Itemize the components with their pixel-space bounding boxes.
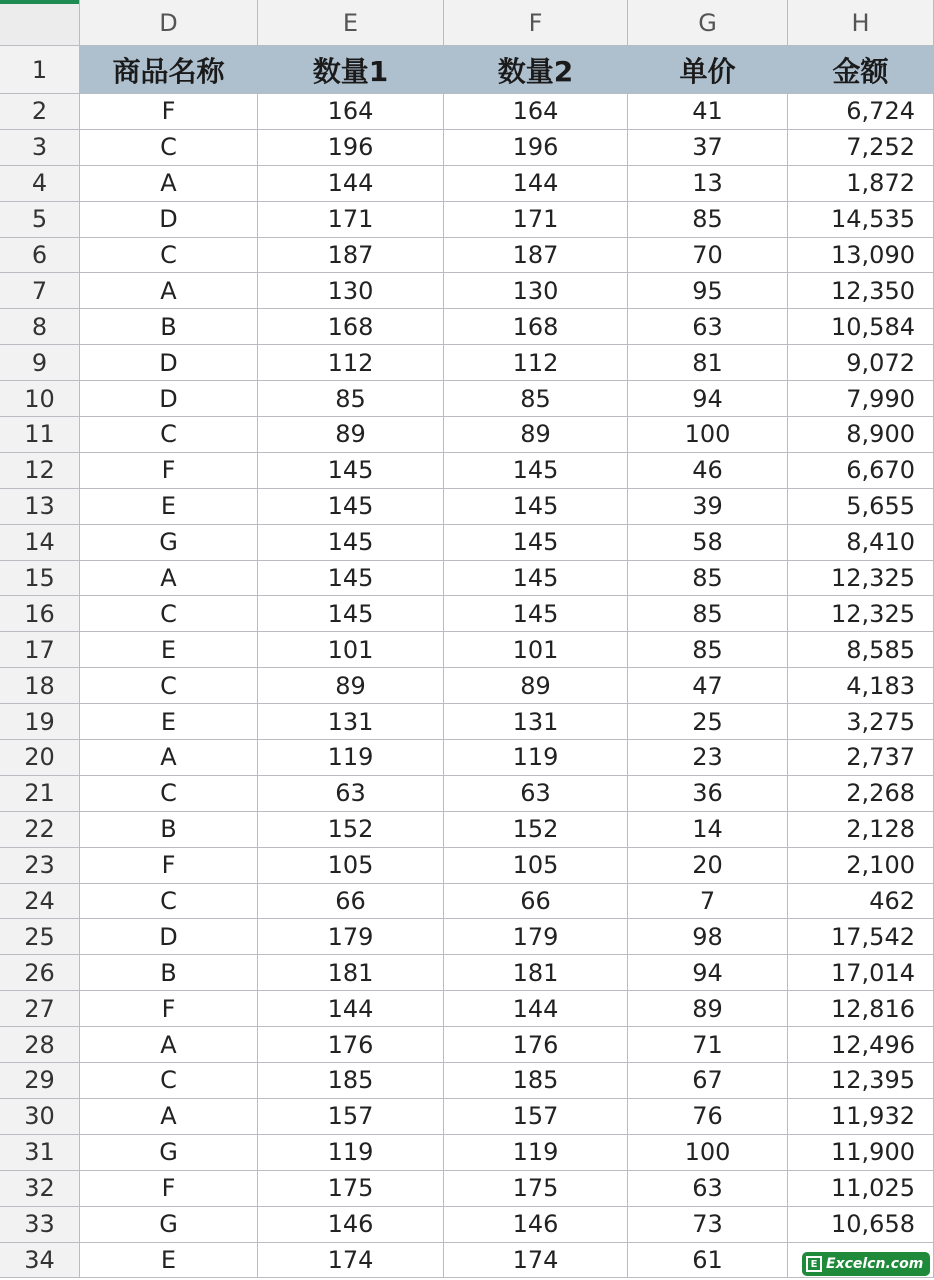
table-row (0, 94, 934, 130)
cell-product-name[interactable]: F (80, 453, 258, 489)
cell-unit-price[interactable]: 76 (628, 1099, 788, 1135)
cell-quantity1[interactable]: 119 (258, 1135, 444, 1171)
row-header[interactable]: 17 (0, 632, 80, 668)
row-header[interactable]: 33 (0, 1207, 80, 1243)
cell-unit-price[interactable]: 37 (628, 130, 788, 166)
table-row (0, 776, 934, 812)
cell-product-name[interactable]: E (80, 632, 258, 668)
cell-amount[interactable]: 9,072 (788, 345, 934, 381)
table-row (0, 740, 934, 776)
cell-amount[interactable]: 11,900 (788, 1135, 934, 1171)
cell-quantity1[interactable]: 168 (258, 309, 444, 345)
table-row (0, 1135, 934, 1171)
table-row (0, 1063, 934, 1099)
table-row (0, 417, 934, 453)
cell-amount[interactable]: 12,350 (788, 273, 934, 309)
cell-amount[interactable]: 8,410 (788, 525, 934, 561)
cell-product-name[interactable]: E (80, 1243, 258, 1279)
cell-unit-price[interactable]: 73 (628, 1207, 788, 1243)
cell-quantity1[interactable]: 181 (258, 955, 444, 991)
cell-unit-price[interactable]: 81 (628, 345, 788, 381)
cell-quantity2[interactable]: 152 (444, 812, 628, 848)
cell-quantity2[interactable]: 145 (444, 596, 628, 632)
table-row (0, 1207, 934, 1243)
cell-quantity2[interactable]: 112 (444, 345, 628, 381)
column-header-h[interactable]: H (788, 0, 934, 46)
cell-amount[interactable]: 2,128 (788, 812, 934, 848)
cell-unit-price[interactable]: 20 (628, 848, 788, 884)
cell-quantity2[interactable]: 119 (444, 740, 628, 776)
header-cell-quantity2[interactable]: 数量2 (444, 46, 628, 94)
table-row (0, 596, 934, 632)
cell-unit-price[interactable]: 63 (628, 1171, 788, 1207)
cell-quantity1[interactable]: 144 (258, 991, 444, 1027)
cell-amount[interactable]: 6,724 (788, 94, 934, 130)
cell-quantity1[interactable]: 146 (258, 1207, 444, 1243)
cell-quantity2[interactable]: 146 (444, 1207, 628, 1243)
cell-amount[interactable]: 11,932 (788, 1099, 934, 1135)
cell-amount[interactable]: 3,275 (788, 704, 934, 740)
cell-quantity2[interactable]: 89 (444, 417, 628, 453)
cell-product-name[interactable]: B (80, 309, 258, 345)
row-header[interactable]: 23 (0, 848, 80, 884)
cell-quantity1[interactable]: 174 (258, 1243, 444, 1279)
cell-product-name[interactable]: G (80, 525, 258, 561)
cell-quantity2[interactable]: 157 (444, 1099, 628, 1135)
cell-product-name[interactable]: C (80, 596, 258, 632)
cell-unit-price[interactable]: 85 (628, 561, 788, 597)
cell-amount[interactable]: 14,535 (788, 202, 934, 238)
cell-quantity2[interactable]: 119 (444, 1135, 628, 1171)
cell-quantity2[interactable]: 171 (444, 202, 628, 238)
select-all-corner[interactable] (0, 0, 80, 46)
cell-quantity1[interactable]: 145 (258, 596, 444, 632)
row-header[interactable]: 26 (0, 955, 80, 991)
cell-amount[interactable]: 2,100 (788, 848, 934, 884)
cell-quantity1[interactable]: 196 (258, 130, 444, 166)
cell-product-name[interactable]: A (80, 1027, 258, 1063)
cell-product-name[interactable]: F (80, 94, 258, 130)
cell-amount[interactable]: 8,585 (788, 632, 934, 668)
header-cell-unit-price[interactable]: 单价 (628, 46, 788, 94)
cell-quantity2[interactable]: 130 (444, 273, 628, 309)
cell-quantity1[interactable]: 66 (258, 884, 444, 920)
cell-amount[interactable]: 6,670 (788, 453, 934, 489)
header-cell-product-name[interactable]: 商品名称 (80, 46, 258, 94)
cell-quantity2[interactable]: 131 (444, 704, 628, 740)
table-row (0, 704, 934, 740)
cell-quantity2[interactable]: 164 (444, 94, 628, 130)
cell-quantity2[interactable]: 66 (444, 884, 628, 920)
cell-quantity2[interactable]: 179 (444, 919, 628, 955)
cell-quantity1[interactable]: 85 (258, 381, 444, 417)
cell-amount[interactable]: 462 (788, 884, 934, 920)
cell-quantity2[interactable]: 174 (444, 1243, 628, 1279)
row-header[interactable]: 9 (0, 345, 80, 381)
row-header[interactable]: 27 (0, 991, 80, 1027)
cell-quantity2[interactable]: 63 (444, 776, 628, 812)
cell-quantity1[interactable]: 145 (258, 525, 444, 561)
row-header[interactable]: 13 (0, 489, 80, 525)
cell-quantity1[interactable]: 187 (258, 238, 444, 274)
table-row (0, 309, 934, 345)
cell-product-name[interactable]: B (80, 812, 258, 848)
table-row (0, 632, 934, 668)
cell-quantity2[interactable]: 185 (444, 1063, 628, 1099)
cell-quantity2[interactable]: 181 (444, 955, 628, 991)
row-header[interactable]: 24 (0, 884, 80, 920)
row-header[interactable]: 16 (0, 596, 80, 632)
cell-quantity1[interactable]: 179 (258, 919, 444, 955)
row-header[interactable]: 6 (0, 238, 80, 274)
cell-unit-price[interactable]: 94 (628, 955, 788, 991)
cell-quantity1[interactable]: 89 (258, 417, 444, 453)
header-cell-quantity1[interactable]: 数量1 (258, 46, 444, 94)
cell-quantity1[interactable]: 63 (258, 776, 444, 812)
table-row (0, 273, 934, 309)
row-header[interactable]: 10 (0, 381, 80, 417)
cell-amount[interactable]: 1,872 (788, 166, 934, 202)
cell-quantity2[interactable]: 89 (444, 668, 628, 704)
cell-amount[interactable]: 8,900 (788, 417, 934, 453)
cell-unit-price[interactable]: 41 (628, 94, 788, 130)
cell-quantity2[interactable]: 145 (444, 453, 628, 489)
cell-product-name[interactable]: C (80, 1063, 258, 1099)
table-row (0, 1243, 934, 1279)
cell-quantity1[interactable]: 164 (258, 94, 444, 130)
cell-unit-price[interactable]: 39 (628, 489, 788, 525)
cell-quantity1[interactable]: 145 (258, 561, 444, 597)
cell-amount[interactable]: 2,268 (788, 776, 934, 812)
table-row (0, 919, 934, 955)
table-row (0, 812, 934, 848)
cell-product-name[interactable]: F (80, 1171, 258, 1207)
row-header[interactable]: 11 (0, 417, 80, 453)
table-row (0, 884, 934, 920)
cell-quantity2[interactable]: 144 (444, 991, 628, 1027)
cell-unit-price[interactable]: 13 (628, 166, 788, 202)
cell-amount[interactable]: 17,542 (788, 919, 934, 955)
column-header-row (0, 0, 934, 46)
cell-amount[interactable]: 2,737 (788, 740, 934, 776)
cell-quantity2[interactable]: 168 (444, 309, 628, 345)
column-header-e[interactable]: E (258, 0, 444, 46)
cell-quantity1[interactable]: 89 (258, 668, 444, 704)
row-header[interactable]: 12 (0, 453, 80, 489)
table-row (0, 1027, 934, 1063)
cell-unit-price[interactable]: 89 (628, 991, 788, 1027)
cell-quantity2[interactable]: 85 (444, 381, 628, 417)
cell-quantity1[interactable]: 101 (258, 632, 444, 668)
cell-product-name[interactable]: D (80, 202, 258, 238)
cell-quantity1[interactable]: 145 (258, 489, 444, 525)
cell-amount[interactable]: 13,090 (788, 238, 934, 274)
table-row (0, 955, 934, 991)
cell-amount[interactable]: 12,325 (788, 561, 934, 597)
cell-amount[interactable]: 10,658 (788, 1207, 934, 1243)
table-row (0, 453, 934, 489)
table-row (0, 345, 934, 381)
cell-quantity1[interactable]: 131 (258, 704, 444, 740)
cell-quantity1[interactable]: 145 (258, 453, 444, 489)
cell-amount[interactable]: 11,025 (788, 1171, 934, 1207)
cell-product-name[interactable]: F (80, 848, 258, 884)
cell-product-name[interactable]: E (80, 489, 258, 525)
data-rows (0, 94, 934, 1278)
cell-product-name[interactable]: A (80, 273, 258, 309)
cell-unit-price[interactable]: 71 (628, 1027, 788, 1063)
table-row (0, 1171, 934, 1207)
excel-logo-icon: E (806, 1256, 822, 1272)
cell-product-name[interactable]: C (80, 238, 258, 274)
table-row (0, 381, 934, 417)
cell-unit-price[interactable]: 95 (628, 273, 788, 309)
cell-quantity2[interactable]: 105 (444, 848, 628, 884)
cell-unit-price[interactable]: 46 (628, 453, 788, 489)
cell-quantity2[interactable]: 176 (444, 1027, 628, 1063)
cell-amount[interactable]: 4,183 (788, 668, 934, 704)
cell-product-name[interactable]: B (80, 955, 258, 991)
row-header[interactable]: 21 (0, 776, 80, 812)
cell-product-name[interactable]: E (80, 704, 258, 740)
column-header-d[interactable]: D (80, 0, 258, 46)
cell-unit-price[interactable]: 47 (628, 668, 788, 704)
row-header[interactable]: 22 (0, 812, 80, 848)
cell-quantity2[interactable]: 145 (444, 561, 628, 597)
cell-product-name[interactable]: C (80, 884, 258, 920)
cell-amount[interactable]: 12,496 (788, 1027, 934, 1063)
row-header[interactable]: 19 (0, 704, 80, 740)
cell-product-name[interactable]: D (80, 345, 258, 381)
table-row (0, 668, 934, 704)
row-header[interactable]: 4 (0, 166, 80, 202)
row-header[interactable]: 31 (0, 1135, 80, 1171)
cell-quantity2[interactable]: 145 (444, 525, 628, 561)
row-header[interactable]: 29 (0, 1063, 80, 1099)
cell-product-name[interactable]: A (80, 1099, 258, 1135)
row-header[interactable]: 25 (0, 919, 80, 955)
row-header[interactable]: 1 (0, 46, 80, 94)
cell-unit-price[interactable]: 85 (628, 202, 788, 238)
cell-amount[interactable]: 12,816 (788, 991, 934, 1027)
cell-product-name[interactable]: F (80, 991, 258, 1027)
cell-unit-price[interactable]: 100 (628, 1135, 788, 1171)
cell-quantity2[interactable]: 145 (444, 489, 628, 525)
table-row (0, 130, 934, 166)
row-header[interactable]: 15 (0, 561, 80, 597)
row-header[interactable]: 3 (0, 130, 80, 166)
row-header[interactable]: 14 (0, 525, 80, 561)
table-row (0, 202, 934, 238)
cell-unit-price[interactable]: 7 (628, 884, 788, 920)
cell-quantity2[interactable]: 187 (444, 238, 628, 274)
table-row (0, 489, 934, 525)
cell-quantity1[interactable]: 157 (258, 1099, 444, 1135)
row-header[interactable]: 5 (0, 202, 80, 238)
cell-product-name[interactable]: A (80, 561, 258, 597)
cell-amount[interactable]: 17,014 (788, 955, 934, 991)
cell-quantity2[interactable]: 101 (444, 632, 628, 668)
row-header[interactable]: 18 (0, 668, 80, 704)
header-row (0, 46, 934, 94)
cell-unit-price[interactable]: 63 (628, 309, 788, 345)
cell-unit-price[interactable]: 23 (628, 740, 788, 776)
row-header[interactable]: 34 (0, 1243, 80, 1279)
cell-quantity1[interactable]: 130 (258, 273, 444, 309)
cell-product-name[interactable]: C (80, 776, 258, 812)
cell-amount[interactable]: 12,395 (788, 1063, 934, 1099)
cell-product-name[interactable]: D (80, 919, 258, 955)
cell-quantity1[interactable]: 176 (258, 1027, 444, 1063)
cell-unit-price[interactable]: 85 (628, 632, 788, 668)
cell-unit-price[interactable]: 61 (628, 1243, 788, 1279)
cell-unit-price[interactable]: 36 (628, 776, 788, 812)
cell-quantity2[interactable]: 175 (444, 1171, 628, 1207)
cell-quantity1[interactable]: 144 (258, 166, 444, 202)
cell-product-name[interactable]: A (80, 740, 258, 776)
cell-quantity2[interactable]: 196 (444, 130, 628, 166)
site-watermark (802, 1252, 930, 1276)
row-header[interactable]: 2 (0, 94, 80, 130)
cell-unit-price[interactable]: 58 (628, 525, 788, 561)
table-row (0, 848, 934, 884)
cell-amount[interactable]: 10,584 (788, 309, 934, 345)
cell-amount[interactable]: 12,325 (788, 596, 934, 632)
table-row (0, 1099, 934, 1135)
table-row (0, 991, 934, 1027)
table-row (0, 166, 934, 202)
cell-unit-price[interactable]: 94 (628, 381, 788, 417)
cell-unit-price[interactable]: 85 (628, 596, 788, 632)
cell-quantity1[interactable]: 152 (258, 812, 444, 848)
row-header[interactable]: 28 (0, 1027, 80, 1063)
row-header[interactable]: 7 (0, 273, 80, 309)
cell-product-name[interactable]: C (80, 130, 258, 166)
cell-product-name[interactable]: C (80, 668, 258, 704)
cell-quantity1[interactable]: 112 (258, 345, 444, 381)
row-header[interactable]: 32 (0, 1171, 80, 1207)
selection-accent-bar (0, 0, 80, 4)
cell-quantity1[interactable]: 105 (258, 848, 444, 884)
table-row (0, 561, 934, 597)
header-cell-amount[interactable]: 金额 (788, 46, 934, 94)
cell-unit-price[interactable]: 100 (628, 417, 788, 453)
cell-quantity2[interactable]: 144 (444, 166, 628, 202)
column-header-f[interactable]: F (444, 0, 628, 46)
row-header[interactable]: 20 (0, 740, 80, 776)
cell-unit-price[interactable]: 14 (628, 812, 788, 848)
cell-unit-price[interactable]: 98 (628, 919, 788, 955)
cell-product-name[interactable]: D (80, 381, 258, 417)
cell-unit-price[interactable]: 25 (628, 704, 788, 740)
table-row (0, 525, 934, 561)
cell-quantity1[interactable]: 119 (258, 740, 444, 776)
cell-amount[interactable]: 7,990 (788, 381, 934, 417)
cell-quantity1[interactable]: 175 (258, 1171, 444, 1207)
cell-unit-price[interactable]: 67 (628, 1063, 788, 1099)
row-header[interactable]: 8 (0, 309, 80, 345)
row-header[interactable]: 30 (0, 1099, 80, 1135)
watermark-text: Excelcn.com (826, 1256, 924, 1272)
cell-unit-price[interactable]: 70 (628, 238, 788, 274)
table-row (0, 238, 934, 274)
cell-product-name[interactable]: G (80, 1207, 258, 1243)
cell-product-name[interactable]: A (80, 166, 258, 202)
cell-amount[interactable]: 7,252 (788, 130, 934, 166)
cell-product-name[interactable]: G (80, 1135, 258, 1171)
cell-quantity1[interactable]: 171 (258, 202, 444, 238)
cell-quantity1[interactable]: 185 (258, 1063, 444, 1099)
cell-amount[interactable]: 5,655 (788, 489, 934, 525)
column-header-g[interactable]: G (628, 0, 788, 46)
cell-product-name[interactable]: C (80, 417, 258, 453)
